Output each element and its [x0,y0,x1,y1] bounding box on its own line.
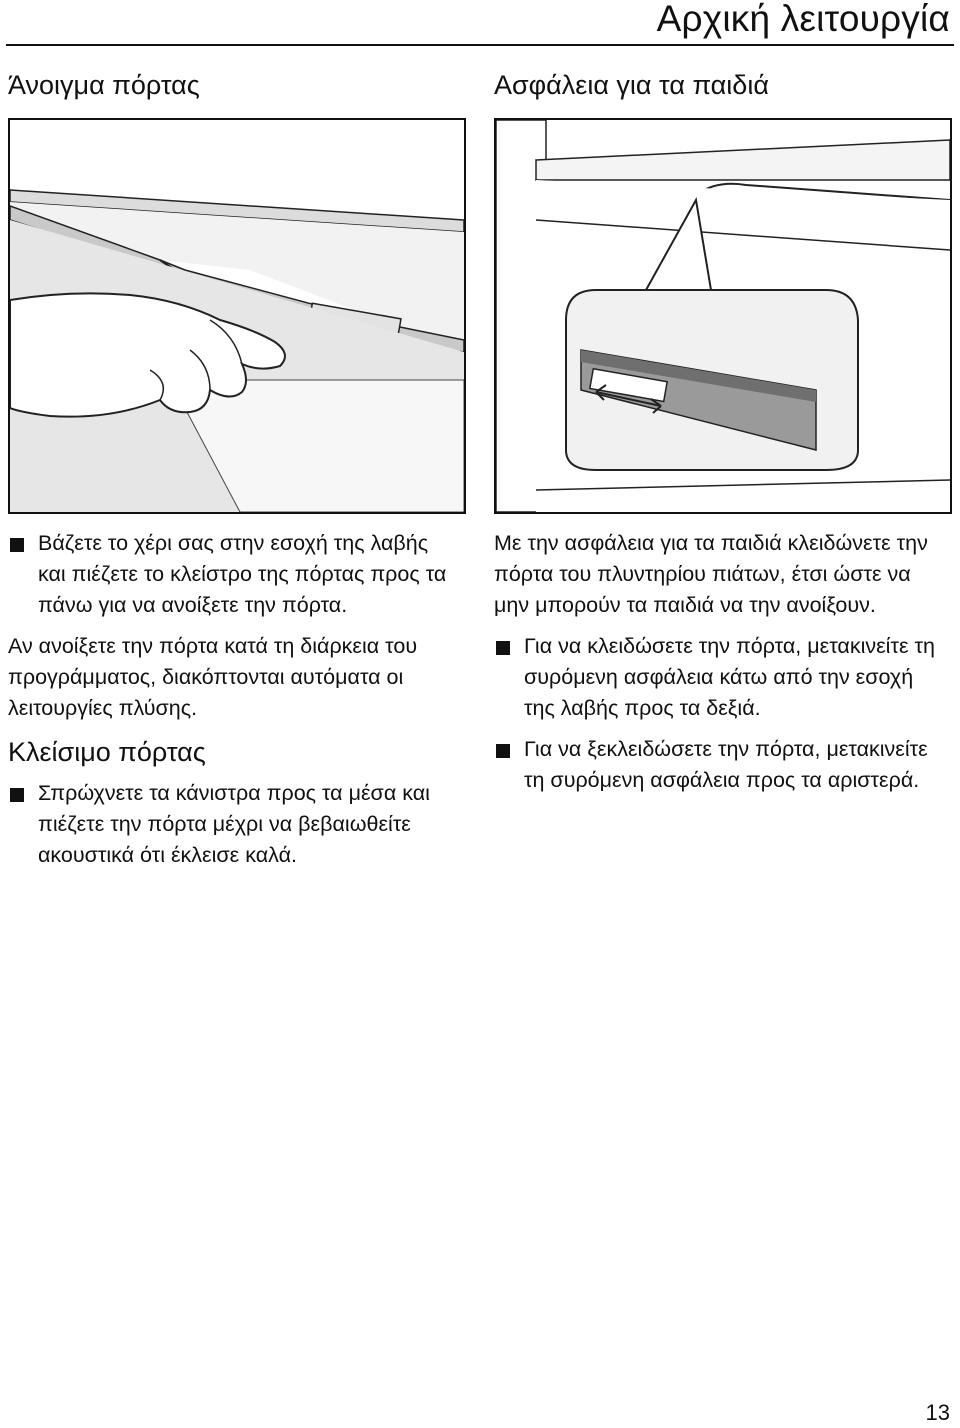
paragraph: Αν ανοίξετε την πόρτα κατά τη διάρκεια του προγράμματος, διακόπτονται αυτόματα οι λειτουργίες πλύσης. [8,634,418,720]
bullet-text: Σπρώχνετε τα κάνιστρα προς τα μέσα και πιέζετε την πόρτα μέχρι να βεβαιωθείτε ακουστικά ότι έκλεισε καλά. [38,781,430,867]
page-number: 13 [925,1400,950,1425]
list-item [494,631,946,724]
bullet-text: Βάζετε το χέρι σας στην εσοχή της λαβής και πιέζετε το κλείστρο της πόρτας προς τα πάνω για να ανοίξετε την πόρτα. [38,531,447,617]
list-item [8,778,458,871]
paragraph: Με την ασφάλεια για τα παιδιά κλειδώνετε την πόρτα του πλυντηρίου πιάτων, έτσι ώστε να μην μπορούν τα παιδιά να την ανοίξουν. [494,531,928,617]
bullet-square-icon [496,641,510,655]
section-title-door-opening: Άνοιγμα πόρτας [8,70,200,100]
child-lock-illustration [494,118,952,514]
header-rule [6,44,954,46]
right-column-text [494,528,946,806]
door-opening-illustration [8,118,466,514]
section-title-child-safety: Ασφάλεια για τα παιδιά [494,70,769,100]
bullet-text: Για να κλειδώσετε την πόρτα, μετακινείτε τη συρόμενη ασφάλεια κάτω από την εσοχή της λαβής προς τα δεξιά. [524,634,935,720]
list-item [494,734,946,796]
bullet-square-icon [10,538,24,552]
list-item [8,528,458,621]
left-column-text [8,528,458,881]
bullet-square-icon [10,788,24,802]
bullet-text: Για να ξεκλειδώσετε την πόρτα, μετακινείτε τη συρόμενη ασφάλεια προς τα αριστερά. [524,737,928,792]
bullet-square-icon [496,744,510,758]
subheading-door-closing: Κλείσιμο πόρτας [8,737,206,767]
page-header-title: Αρχική λειτουργία [656,0,950,39]
